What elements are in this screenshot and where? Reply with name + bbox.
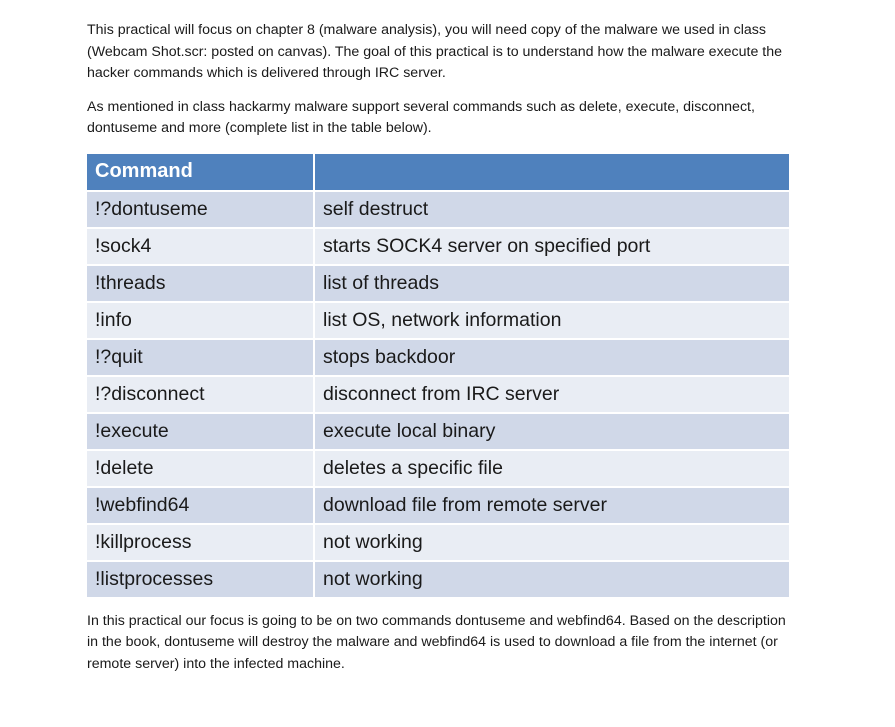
intro-paragraph-1: This practical will focus on chapter 8 (malware analysis), you will need copy of the malware we used in class (Webcam Shot.scr: posted on canvas). The goal of this practical is to understand how the malware execute the hacker commands which is delivered through IRC server. xyxy=(87,22,783,81)
table-row xyxy=(87,487,789,524)
command-cell: !delete xyxy=(87,450,314,487)
command-cell: !?disconnect xyxy=(87,376,314,413)
table-header-row xyxy=(87,154,789,191)
description-cell: self destruct xyxy=(314,191,789,228)
command-cell: !sock4 xyxy=(87,228,314,265)
description-cell: starts SOCK4 server on specified port xyxy=(314,228,789,265)
document-page xyxy=(87,20,789,675)
description-cell: not working xyxy=(314,524,789,561)
description-cell: stops backdoor xyxy=(314,339,789,376)
table-row xyxy=(87,524,789,561)
table-row xyxy=(87,265,789,302)
header-command: Command xyxy=(87,154,314,191)
commands-table xyxy=(87,154,789,597)
description-cell: list OS, network information xyxy=(314,302,789,339)
description-cell: disconnect from IRC server xyxy=(314,376,789,413)
description-cell: list of threads xyxy=(314,265,789,302)
command-cell: !killprocess xyxy=(87,524,314,561)
description-cell: not working xyxy=(314,561,789,597)
description-cell: deletes a specific file xyxy=(314,450,789,487)
header-description xyxy=(314,154,789,191)
table-row xyxy=(87,376,789,413)
description-cell: download file from remote server xyxy=(314,487,789,524)
table-row xyxy=(87,561,789,597)
command-cell: !listprocesses xyxy=(87,561,314,597)
command-cell: !?dontuseme xyxy=(87,191,314,228)
command-cell: !?quit xyxy=(87,339,314,376)
table-row xyxy=(87,450,789,487)
outro-paragraph: In this practical our focus is going to be on two commands dontuseme and webfind64. Based on the description in the book, dontuseme will destroy the malware and webfind64 is used to download a file from the internet (or remote server) into the infected machine. xyxy=(87,612,786,672)
command-cell: !execute xyxy=(87,413,314,450)
command-cell: !threads xyxy=(87,265,314,302)
table-row xyxy=(87,228,789,265)
command-cell: !info xyxy=(87,302,314,339)
table-row xyxy=(87,302,789,339)
table-row xyxy=(87,413,789,450)
description-cell: execute local binary xyxy=(314,413,789,450)
intro-paragraph-2: As mentioned in class hackarmy malware support several commands such as delete, execute, disconnect, dontuseme and more (complete list in the table below). xyxy=(87,98,755,136)
command-cell: !webfind64 xyxy=(87,487,314,524)
table-row xyxy=(87,339,789,376)
table-row xyxy=(87,191,789,228)
